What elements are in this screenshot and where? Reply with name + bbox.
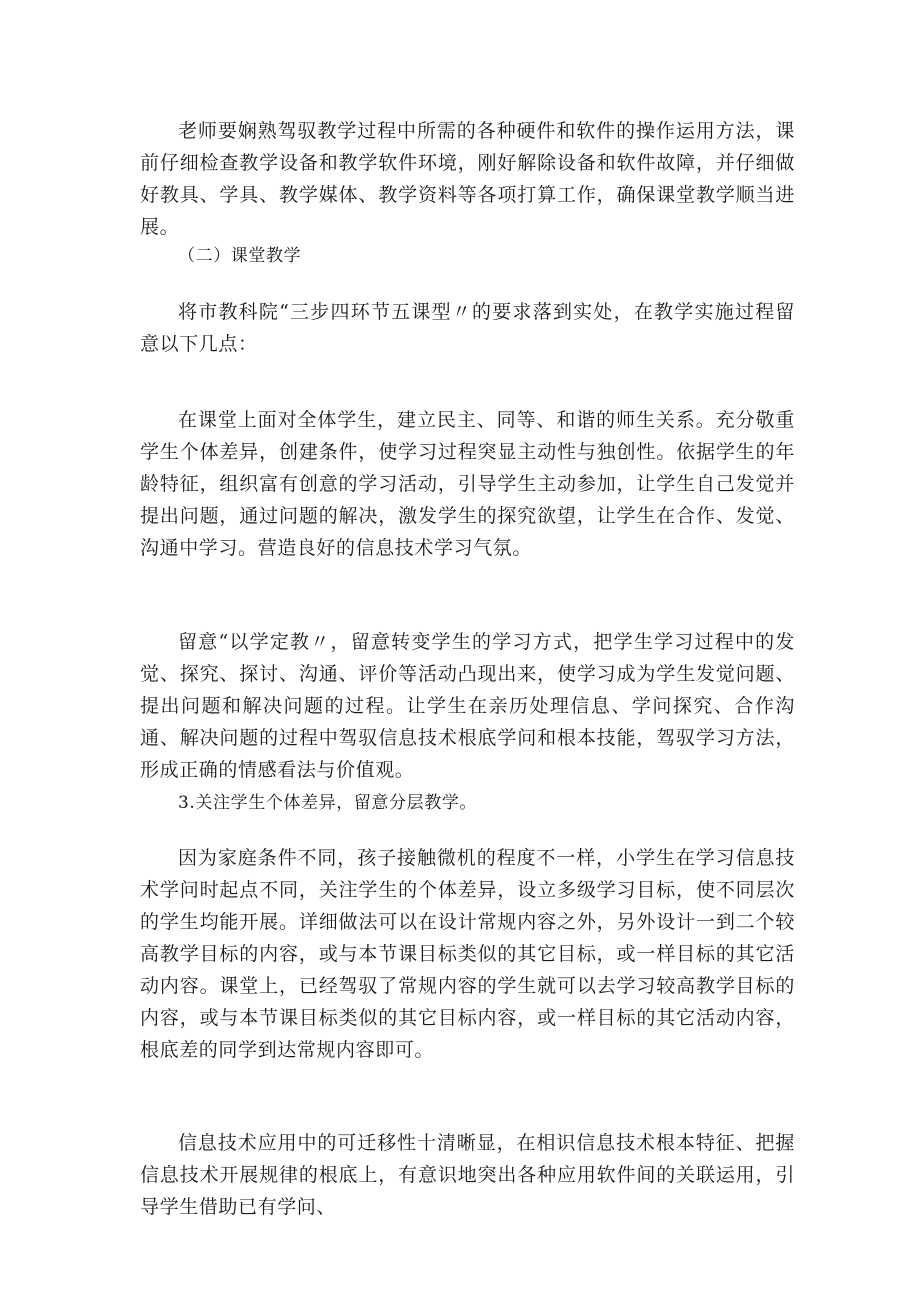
- section-heading-classroom-teaching: （二）课堂教学: [178, 246, 302, 266]
- paragraph-learning-methods: 留意“以学定教〃，留意转变学生的学习方式，把学生学习过程中的发觉、探究、探讨、沟通、评价等活动凸现出来，使学习成为学生发觉问题、提出问题和解决问题的过程。让学生在亲历处理信息、学问探究、合作沟通、解决问题的过程中驾驭信息技术根底学问和根本技能，驾驭学习方法，形成正确的情感看法与价值观。: [140, 631, 795, 781]
- paragraph-tiered-teaching: 因为家庭条件不同，孩子接触微机的程度不一样，小学生在学习信息技术学问时起点不同，关注学生的个体差异，设立多级学习目标，使不同层次的学生均能开展。详细做法可以在设计常规内容之外，另外设计一到二个较高教学目标的内容，或与本节课目标类似的其它目标，或一样目标的其它活动内容。课堂上，已经驾驭了常规内容的学生就可以去学习较高教学目标的内容，或与本节课目标类似的其它目标内容，或一样目标的其它活动内容，根底差的同学到达常规内容即可。: [140, 847, 795, 1061]
- paragraph-hardware-preparation: 老师要娴熟驾驭教学过程中所需的各种硬件和软件的操作运用方法，课前仔细检查教学设备和教学软件环境，刚好解除设备和软件故障，并仔细做好教具、学具、教学媒体、教学资料等各项打算工作，确保课堂教学顺当进展。: [140, 120, 795, 238]
- paragraph-teacher-student-relations: 在课堂上面对全体学生，建立民主、同等、和谐的师生关系。充分敬重学生个体差异，创建条件，使学习过程突显主动性与独创性。依据学生的年龄特征，组织富有创意的学习活动，引导学生主动参加，让学生自己发觉并提出问题，通过问题的解决，激发学生的探究欲望，让学生在合作、发觉、沟通中学习。营造良好的信息技术学习气氛。: [140, 409, 795, 559]
- section-heading-individual-differences: 3.关注学生个体差异，留意分层教学。: [178, 793, 478, 813]
- paragraph-implementation-intro: 将市教科院“三步四环节五课型〃的要求落到实处，在教学实施过程留意以下几点：: [140, 301, 795, 355]
- paragraph-transferability: 信息技术应用中的可迁移性十清晰显，在相识信息技术根本特征、把握信息技术开展规律的根底上，有意识地突出各种应用软件间的关联运用，引导学生借助已有学问、: [140, 1132, 795, 1218]
